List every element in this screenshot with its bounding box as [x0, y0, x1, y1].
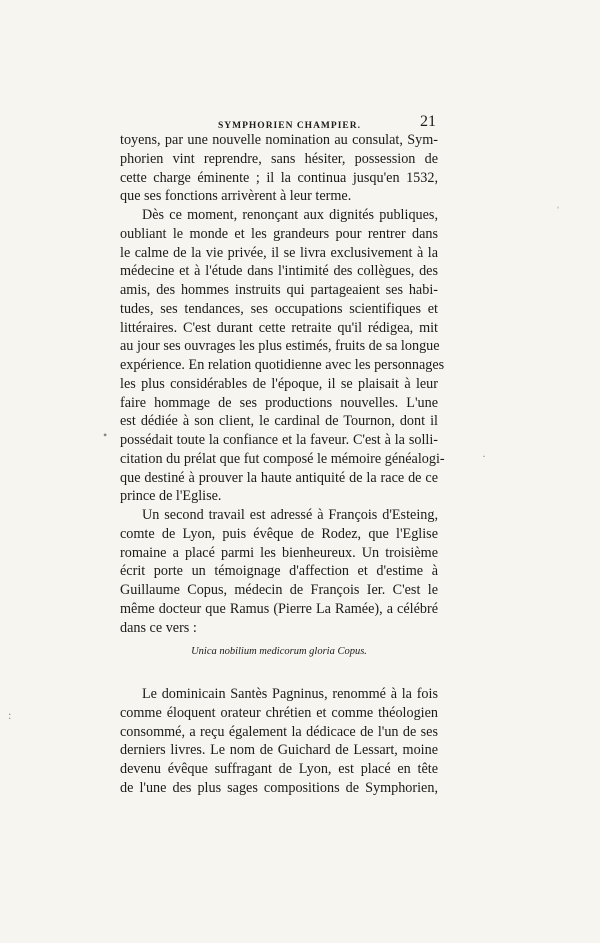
text-line: possédait toute la confiance et la faveur. C'est à la solli-	[120, 432, 438, 448]
running-title: SYMPHORIEN CHAMPIER.	[218, 121, 361, 131]
text-line: est dédiée à son client, le cardinal de Tournon, dont il	[120, 413, 438, 430]
text-line: écrit porte un témoignage d'affection et d'estime à	[120, 563, 438, 580]
margin-speck: :	[8, 708, 12, 722]
text-line: cette charge éminente ; il la continua jusqu'en 1532,	[120, 169, 438, 186]
text-line: les plus considérables de l'époque, il se plaisait à leur	[120, 375, 438, 392]
latin-quote: Unica nobilium medicorum gloria Copus.	[191, 646, 367, 658]
text-line: devenu évêque suffragant de Lyon, est placé en tête	[120, 761, 438, 777]
text-line: même docteur que Ramus (Pierre La Ramée), a célébré	[120, 600, 438, 617]
text-line: comme éloquent orateur chrétien et comme théologien	[120, 704, 438, 721]
text-line: phorien vint reprendre, sans hésiter, possession de	[120, 150, 438, 167]
body-text	[120, 131, 445, 798]
text-line: expérience. En relation quotidienne avec les personnages	[120, 357, 445, 373]
margin-speck: ˈ	[556, 204, 560, 218]
page-number: 21	[420, 113, 436, 130]
text-line: que destiné à prouver la haute antiquité de la race de ce	[120, 469, 438, 486]
text-line: Un second travail est adressé à François d'Esteing,	[142, 507, 438, 523]
text-line: Le dominicain Santès Pagninus, renommé à la fois	[142, 686, 438, 702]
text-line: de l'une des plus sages compositions de Symphorien,	[120, 779, 438, 796]
text-line: prince de l'Eglise.	[120, 488, 222, 505]
text-line: citation du prélat que fut composé le mémoire généalogi-	[120, 450, 445, 467]
text-line: tudes, ses tendances, ses occupations scientifiques et	[120, 300, 438, 317]
text-line: Dès ce moment, renonçant aux dignités publiques,	[142, 207, 438, 223]
text-line: derniers livres. Le nom de Guichard de Lessart, moine	[120, 742, 438, 759]
text-line: au jour ses ouvrages les plus estimés, fruits de sa longue	[120, 338, 440, 355]
text-line: romaine a placé parmi les bienheureux. Un troisième	[120, 544, 438, 561]
text-line: faire hommage de ses productions nouvelles. L'une	[120, 394, 438, 411]
text-line: amis, des hommes instruits qui partageaient ses habi-	[120, 282, 438, 298]
text-line: le calme de la vie privée, il se livra exclusivement à la	[120, 244, 438, 261]
text-line: dans ce vers :	[120, 619, 197, 636]
text-line: consommé, a reçu également la dédicace de l'un de ses	[120, 723, 438, 740]
margin-speck: •	[103, 428, 108, 442]
text-line: oubliant le monde et les grandeurs pour rentrer dans	[120, 225, 438, 242]
text-line: Guillaume Copus, médecin de François Ier. C'est le	[120, 582, 438, 598]
margin-speck: ·	[482, 449, 486, 463]
text-line: toyens, par une nouvelle nomination au consulat, Sym-	[120, 132, 438, 148]
text-line: que ses fonctions arrivèrent à leur terme.	[120, 188, 352, 205]
text-line: comte de Lyon, puis évêque de Rodez, que l'Eglise	[120, 525, 438, 542]
text-line: littéraires. C'est durant cette retraite qu'il rédigea, mit	[120, 319, 438, 336]
text-line: médecine et à l'étude dans l'intimité des collègues, des	[120, 263, 438, 280]
